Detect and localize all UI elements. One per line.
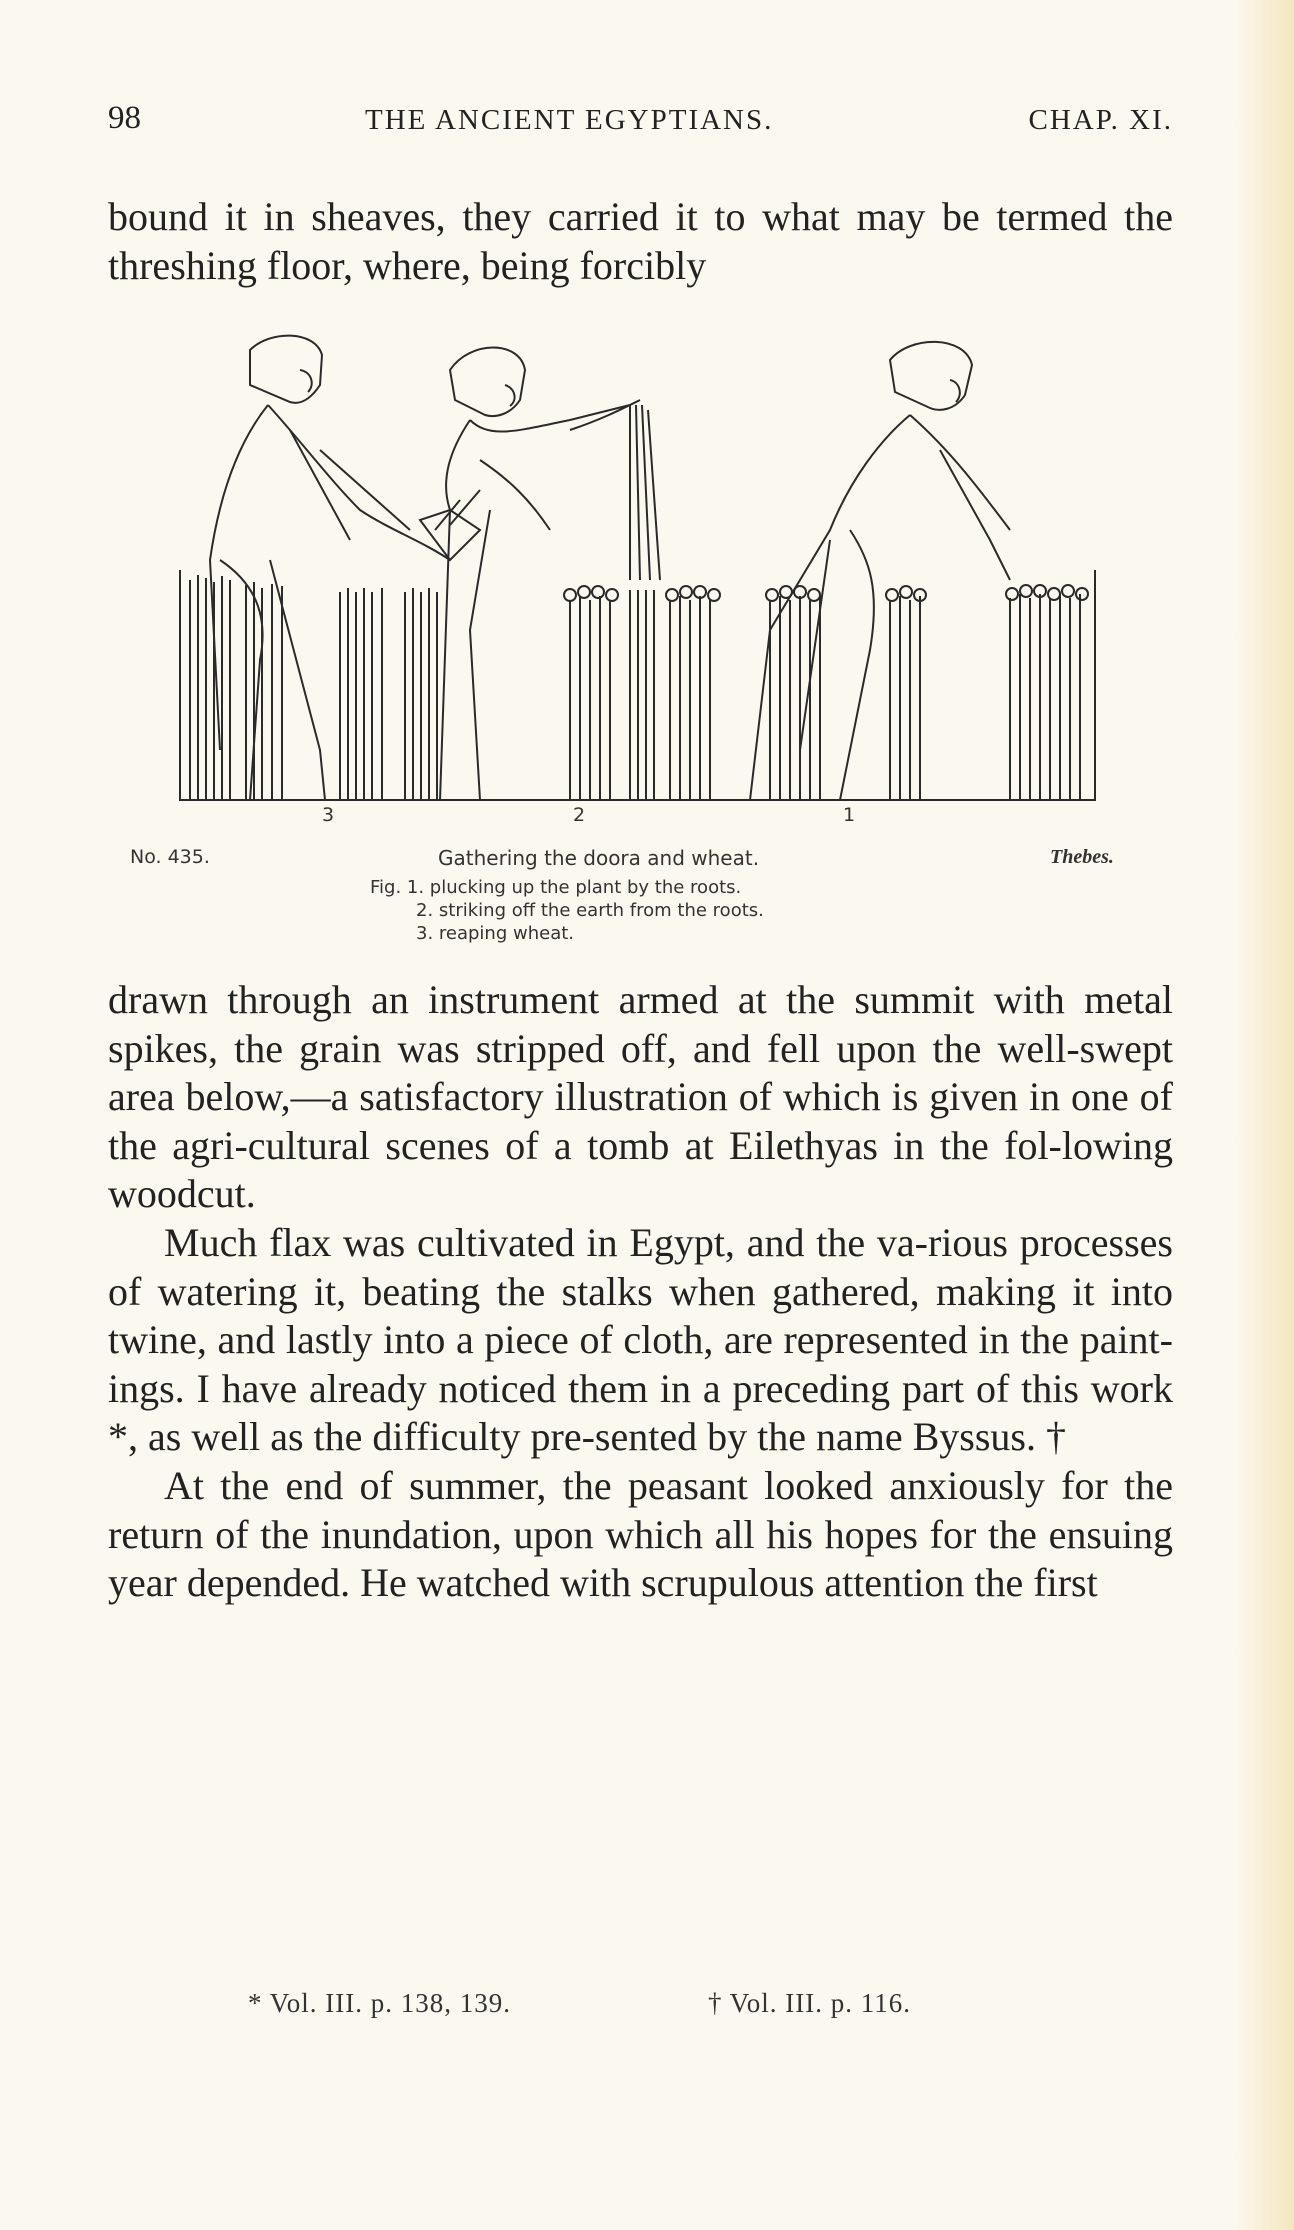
figure-title: Gathering the doora and wheat. [438, 846, 760, 870]
legend-line: 2. striking off the earth from the roots. [416, 900, 764, 921]
body-text-top [108, 193, 1173, 290]
footnotes [0, 1988, 1294, 2028]
doora-stalks-right [564, 585, 1088, 800]
body-text-main [108, 976, 1173, 1608]
page-edge-shading [1234, 0, 1294, 2230]
woodcut-figure [150, 330, 1125, 810]
harvest-illustration [150, 330, 1125, 810]
paragraph: Much flax was cultivated in Egypt, and the va-rious processes of watering it, beating the stalks when gathered, making it into twine, and lastly into a piece of cloth, are represented in the paint-ings. I have already noticed them in a preceding part of this work *, as well as the difficulty pre-sented by the name Byssus. † [108, 1219, 1173, 1460]
chapter-label: CHAP. XI. [1028, 104, 1173, 136]
figure-marker-2: 2 [573, 804, 586, 826]
figure-3-reaper [210, 336, 480, 800]
figure-number: No. 435. [130, 846, 210, 868]
paragraph: drawn through an instrument armed at the summit with metal spikes, the grain was stripped off, and fell upon the well-swept area below,—a satisfactory illustration of which is given in one of the agri-cultural scenes of a tomb at Eilethyas in the fol-lowing woodcut. [108, 977, 1173, 1217]
page-number: 98 [108, 100, 141, 136]
figure-marker-3: 3 [322, 804, 335, 826]
running-header [108, 100, 1173, 140]
legend-line: 3. reaping wheat. [416, 923, 575, 944]
paragraph: At the end of summer, the peasant looked anxiously for the return of the inundation, upon which all his hopes for the ensuing year depended. He watched with scrupulous attention the first [108, 1462, 1173, 1606]
paragraph: bound it in sheaves, they carried it to what may be termed the threshing floor, where, being forcibly [108, 194, 1173, 288]
legend-line: Fig. 1. plucking up the plant by the roots. [370, 877, 742, 898]
footnote: † Vol. III. p. 116. [708, 1988, 912, 2018]
figure-place: Thebes. [1050, 846, 1114, 868]
figure-legend [370, 876, 764, 945]
wheat-stalks-left [190, 575, 437, 800]
figure-marker-1: 1 [843, 804, 856, 826]
footnote: * Vol. III. p. 138, 139. [248, 1988, 512, 2018]
figure-2-worker [440, 348, 660, 801]
running-title: THE ANCIENT EGYPTIANS. [365, 104, 774, 136]
